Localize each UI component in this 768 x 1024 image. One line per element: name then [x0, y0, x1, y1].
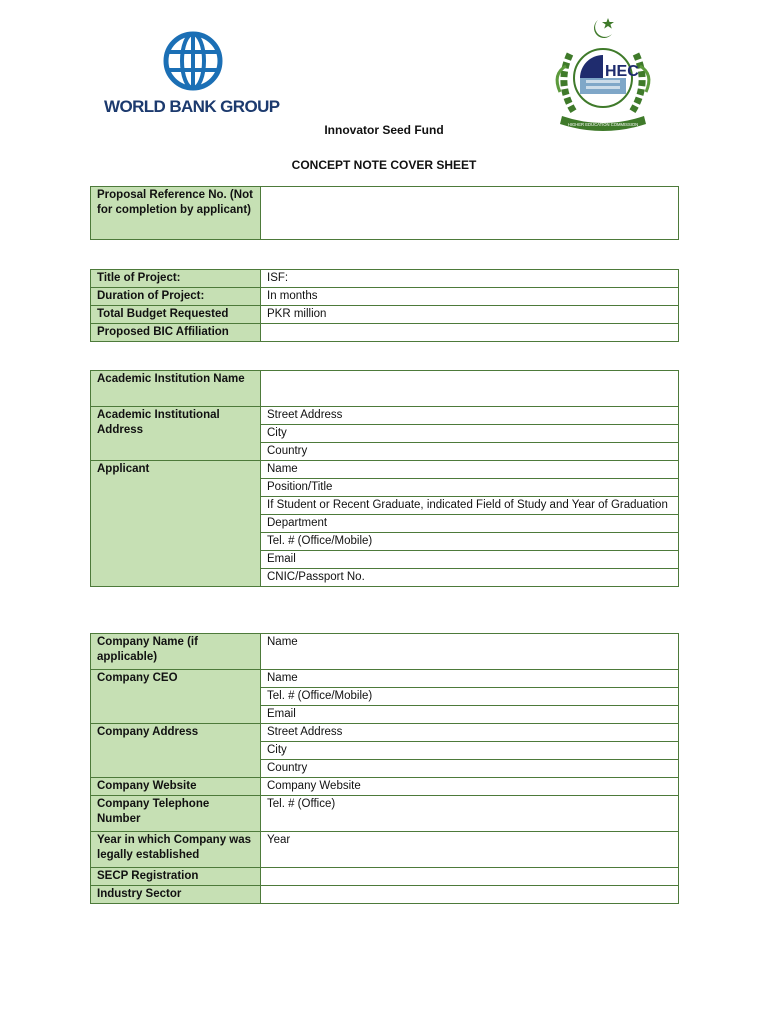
applicant-cnic-field[interactable]: CNIC/Passport No.	[261, 569, 679, 587]
company-name-label: Company Name (if applicable)	[91, 634, 261, 670]
company-website-field[interactable]: Company Website	[261, 778, 679, 796]
total-budget-field[interactable]: PKR million	[261, 306, 679, 324]
document-title: Innovator Seed Fund	[324, 123, 444, 137]
bic-affiliation-label: Proposed BIC Affiliation	[91, 324, 261, 342]
company-country-field[interactable]: Country	[261, 760, 679, 778]
hec-logo-text: HEC	[605, 63, 639, 80]
institution-table	[90, 370, 679, 587]
applicant-field-of-study-field[interactable]: If Student or Recent Graduate, indicated Field of Study and Year of Graduation	[261, 497, 679, 515]
institution-name-label: Academic Institution Name	[91, 371, 261, 407]
company-street-field[interactable]: Street Address	[261, 724, 679, 742]
company-telephone-field[interactable]: Tel. # (Office)	[261, 796, 679, 832]
total-budget-label: Total Budget Requested	[91, 306, 261, 324]
bic-affiliation-field[interactable]	[261, 324, 679, 342]
company-ceo-name-field[interactable]: Name	[261, 670, 679, 688]
project-duration-label: Duration of Project:	[91, 288, 261, 306]
hec-emblem	[548, 14, 658, 134]
company-ceo-label: Company CEO	[91, 670, 261, 724]
world-bank-group-logo	[104, 30, 286, 122]
project-duration-field[interactable]: In months	[261, 288, 679, 306]
institution-name-field[interactable]	[261, 371, 679, 407]
company-telephone-label: Company Telephone Number	[91, 796, 261, 832]
company-ceo-telephone-field[interactable]: Tel. # (Office/Mobile)	[261, 688, 679, 706]
applicant-label: Applicant	[91, 461, 261, 587]
secp-registration-field[interactable]	[261, 868, 679, 886]
applicant-email-field[interactable]: Email	[261, 551, 679, 569]
company-website-label: Company Website	[91, 778, 261, 796]
project-table	[90, 269, 679, 342]
project-title-field[interactable]: ISF:	[261, 270, 679, 288]
institution-city-field[interactable]: City	[261, 425, 679, 443]
reference-table	[90, 186, 679, 240]
institution-street-field[interactable]: Street Address	[261, 407, 679, 425]
star-icon	[602, 18, 614, 29]
industry-sector-field[interactable]	[261, 886, 679, 904]
company-table	[90, 633, 679, 904]
world-bank-group-wordmark: WORLD BANK GROUP	[104, 97, 280, 116]
hec-ribbon-text: HIGHER EDUCATION COMMISSION	[567, 122, 639, 127]
secp-registration-label: SECP Registration	[91, 868, 261, 886]
document-subtitle: CONCEPT NOTE COVER SHEET	[291, 158, 477, 172]
industry-sector-label: Industry Sector	[91, 886, 261, 904]
proposal-reference-field[interactable]	[261, 187, 679, 240]
company-name-field[interactable]: Name	[261, 634, 679, 670]
applicant-department-field[interactable]: Department	[261, 515, 679, 533]
applicant-telephone-field[interactable]: Tel. # (Office/Mobile)	[261, 533, 679, 551]
globe-icon	[162, 30, 224, 92]
applicant-position-field[interactable]: Position/Title	[261, 479, 679, 497]
project-title-label: Title of Project:	[91, 270, 261, 288]
company-city-field[interactable]: City	[261, 742, 679, 760]
company-year-label: Year in which Company was legally established	[91, 832, 261, 868]
proposal-reference-label: Proposal Reference No. (Not for completion by applicant)	[91, 187, 261, 240]
applicant-name-field[interactable]: Name	[261, 461, 679, 479]
company-year-field[interactable]: Year	[261, 832, 679, 868]
institution-country-field[interactable]: Country	[261, 443, 679, 461]
institution-address-label: Academic Institutional Address	[91, 407, 261, 461]
company-address-label: Company Address	[91, 724, 261, 778]
company-ceo-email-field[interactable]: Email	[261, 706, 679, 724]
